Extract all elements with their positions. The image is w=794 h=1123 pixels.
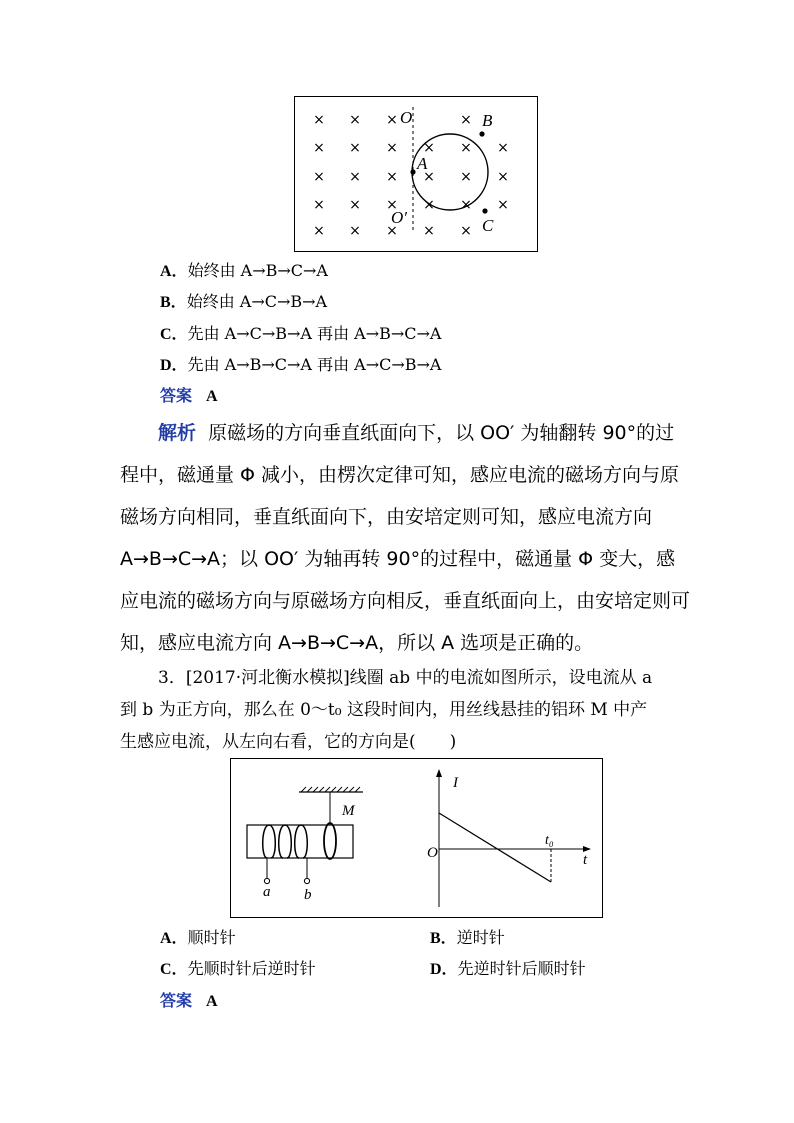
label-b-terminal: b (304, 887, 312, 903)
q2-option-a: A．始终由 A→B→C→A (160, 261, 328, 280)
q3-answer: 答案 A (160, 991, 218, 1010)
label-b: B (482, 111, 493, 130)
q2-analysis: 解析 原磁场的方向垂直纸面向下，以 OO′ 为轴翻转 90°的过 程中，磁通量 Φ 减小，由楞次定律可知，感应电流的磁场方向与原 磁场方向相同，垂直纸面向下，由安培定则可知，感应电流方向 A→B→C→A；以 OO′ 为轴再转 90°的过程中，磁通量 Φ 变大，感 应电流的磁场方向与原磁场方向相反，垂直纸面向上，由安培定则可 知，感应电流方向 A→B→C→A，所以 A 选项是正确的。 (120, 422, 691, 654)
label-a: A (417, 154, 428, 173)
q2-answer: 答案 A (160, 386, 218, 405)
field-cross: × (386, 197, 398, 213)
field-cross: × (460, 223, 472, 239)
field-cross: × (423, 140, 435, 156)
magnetic-field-diagram (295, 97, 537, 251)
field-cross: × (386, 112, 398, 128)
q2-option-c: C．先由 A→C→B→A 再由 A→B→C→A (160, 324, 442, 343)
field-cross: × (460, 140, 472, 156)
q3-question: 3．[2017·河北衡水模拟]线圈 ab 中的电流如图所示，设电流从 a 到 b 为正方向，那么在 0～t₀ 这段时间内，用丝线悬挂的铝环 M 中产 生感应电流，从左向右看，它的方向是( ) (120, 668, 653, 752)
coil-diagram (231, 759, 602, 917)
label-i: I (453, 775, 458, 791)
field-cross: × (313, 112, 325, 128)
label-o: O (400, 108, 413, 127)
field-cross: × (349, 223, 361, 239)
label-a-terminal: a (263, 884, 271, 900)
field-cross: × (349, 197, 361, 213)
field-cross: × (460, 197, 472, 213)
label-o-prime: O′ (391, 208, 407, 227)
current-line (439, 813, 551, 882)
q3-option-d: D．先逆时针后顺时针 (430, 959, 586, 978)
point-c-dot (482, 208, 487, 213)
label-m: M (342, 803, 355, 819)
field-cross: × (313, 140, 325, 156)
field-cross: × (349, 169, 361, 185)
analysis-label: 解析 (158, 422, 197, 444)
field-cross: × (423, 169, 435, 185)
field-cross: × (497, 197, 509, 213)
field-cross: × (313, 223, 325, 239)
q3-option-b: B．逆时针 (430, 928, 505, 947)
label-t0: t₀ (545, 833, 554, 848)
field-cross: × (460, 169, 472, 185)
q3-option-c: C．先顺时针后逆时针 (160, 959, 316, 978)
field-cross: × (349, 140, 361, 156)
field-cross: × (497, 140, 509, 156)
field-cross: × (423, 223, 435, 239)
label-t: t (583, 852, 588, 868)
point-b-dot (479, 131, 484, 136)
q2-option-d: D．先由 A→B→C→A 再由 A→C→B→A (160, 355, 442, 374)
field-cross: × (386, 223, 398, 239)
label-c: C (482, 216, 494, 235)
field-cross: × (497, 169, 509, 185)
point-a-dot (410, 169, 415, 174)
figure-coil-and-graph (230, 758, 603, 918)
field-cross: × (386, 140, 398, 156)
field-cross: × (313, 197, 325, 213)
label-origin: O (427, 845, 438, 861)
field-cross: × (460, 112, 472, 128)
q2-option-b: B．始终由 A→C→B→A (160, 292, 328, 311)
q3-option-a: A．顺时针 (160, 928, 236, 947)
field-cross: × (349, 112, 361, 128)
figure-magnetic-field (294, 96, 538, 252)
field-cross: × (313, 169, 325, 185)
field-cross: × (423, 197, 435, 213)
field-cross: × (386, 169, 398, 185)
